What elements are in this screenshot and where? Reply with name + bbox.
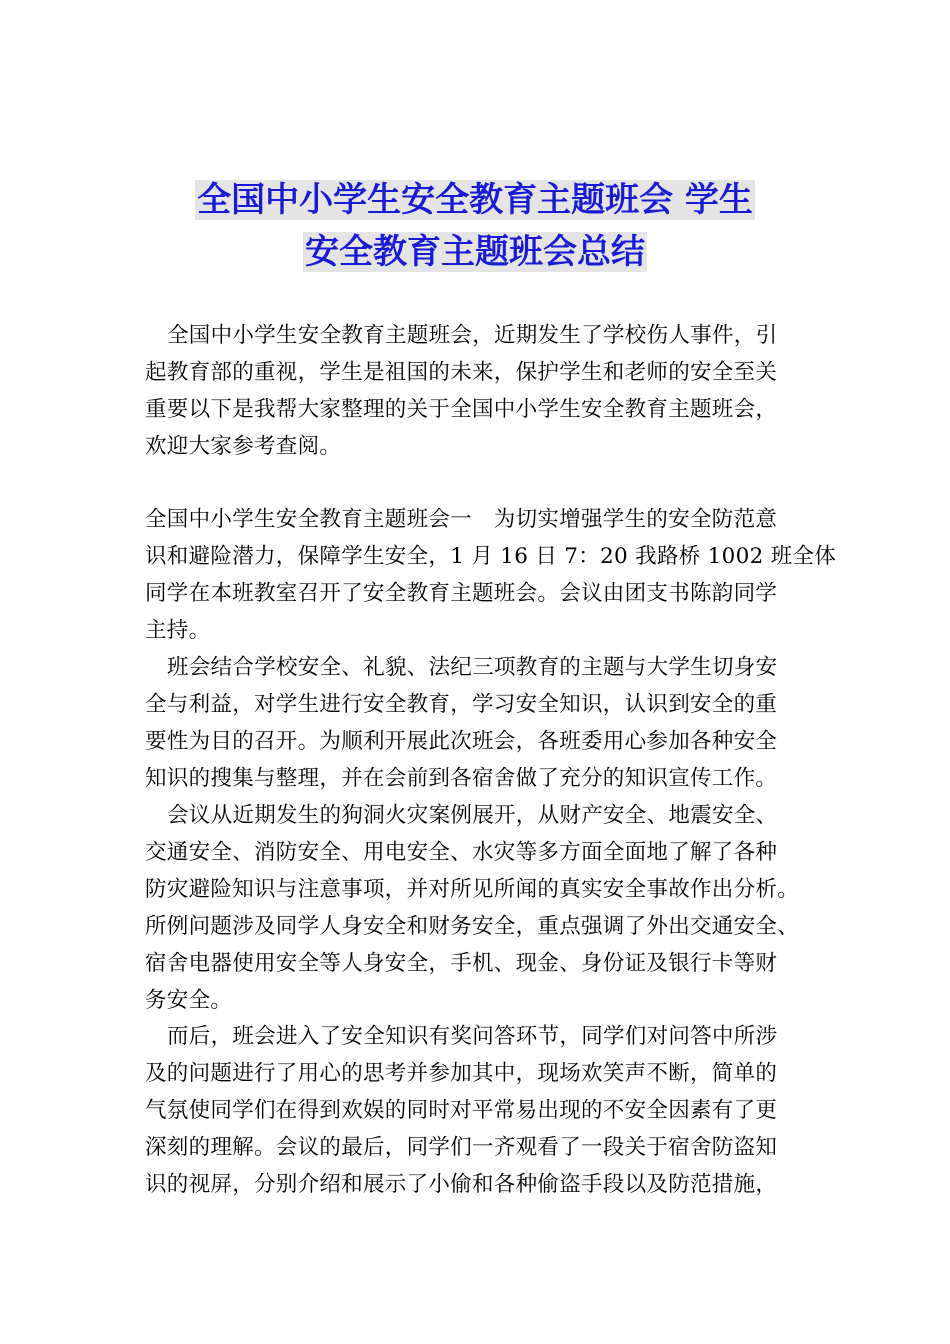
paragraph-intro: [145, 317, 825, 465]
paragraph-line: 所例问题涉及同学人身安全和财务安全，重点强调了外出交通安全、: [145, 914, 800, 939]
paragraph-line: 务安全。: [145, 988, 233, 1013]
paragraph-line: 同学在本班教室召开了安全教育主题班会。会议由团支书陈韵同学: [145, 581, 778, 606]
document-title: [120, 174, 830, 278]
title-line-2: 安全教育主题班会总结: [305, 232, 645, 272]
paragraph-quiz: [145, 1018, 825, 1203]
paragraph-line: 宿舍电器使用安全等人身安全，手机、现金、身份证及银行卡等财: [145, 951, 778, 976]
paragraph-line: 重要以下是我帮大家整理的关于全国中小学生安全教育主题班会，: [145, 397, 778, 422]
paragraph-line: 及的问题进行了用心的思考并参加其中，现场欢笑声不断，简单的: [145, 1061, 778, 1086]
paragraph-line: 主持。: [145, 618, 211, 643]
paragraph-line: 全与利益，对学生进行安全教育，学习安全知识，认识到安全的重: [145, 692, 778, 717]
paragraph-line: 防灾避险知识与注意事项，并对所见所闻的真实安全事故作出分析。: [145, 877, 800, 902]
paragraph-section-one: [145, 501, 837, 649]
paragraph-line: 要性为目的召开。为顺利开展此次班会，各班委用心参加各种安全: [145, 729, 778, 754]
paragraph-line: 起教育部的重视，学生是祖国的未来，保护学生和老师的安全至关: [145, 360, 778, 385]
paragraph-case-study: [145, 797, 825, 1019]
paragraph-line: 会议从近期发生的狗洞火灾案例展开，从财产安全、地震安全、: [167, 803, 778, 828]
paragraph-line: 欢迎大家参考查阅。: [145, 434, 342, 459]
paragraph-line: 知识的搜集与整理，并在会前到各宿舍做了充分的知识宣传工作。: [145, 766, 778, 791]
paragraph-line: 而后，班会进入了安全知识有奖问答环节，同学们对问答中所涉: [167, 1024, 778, 1049]
paragraph-theme: [145, 649, 825, 797]
paragraph-line: 交通安全、消防安全、用电安全、水灾等多方面全面地了解了各种: [145, 840, 778, 865]
paragraph-line: 气氛使同学们在得到欢娱的同时对平常易出现的不安全因素有了更: [145, 1098, 778, 1123]
paragraph-line: 全国中小学生安全教育主题班会一 为切实增强学生的安全防范意: [145, 507, 778, 532]
paragraph-line: 全国中小学生安全教育主题班会，近期发生了学校伤人事件，引: [167, 323, 778, 348]
paragraph-line: 识的视屏，分别介绍和展示了小偷和各种偷盗手段以及防范措施，: [145, 1172, 778, 1197]
paragraph-line: 识和避险潜力，保障学生安全，1 月 16 日 7：20 我路桥 1002 班全体: [145, 544, 837, 569]
paragraph-line: 班会结合学校安全、礼貌、法纪三项教育的主题与大学生切身安: [167, 655, 778, 680]
title-line-1: 全国中小学生安全教育主题班会 学生: [197, 180, 753, 220]
paragraph-line: 深刻的理解。会议的最后，同学们一齐观看了一段关于宿舍防盗知: [145, 1135, 778, 1160]
